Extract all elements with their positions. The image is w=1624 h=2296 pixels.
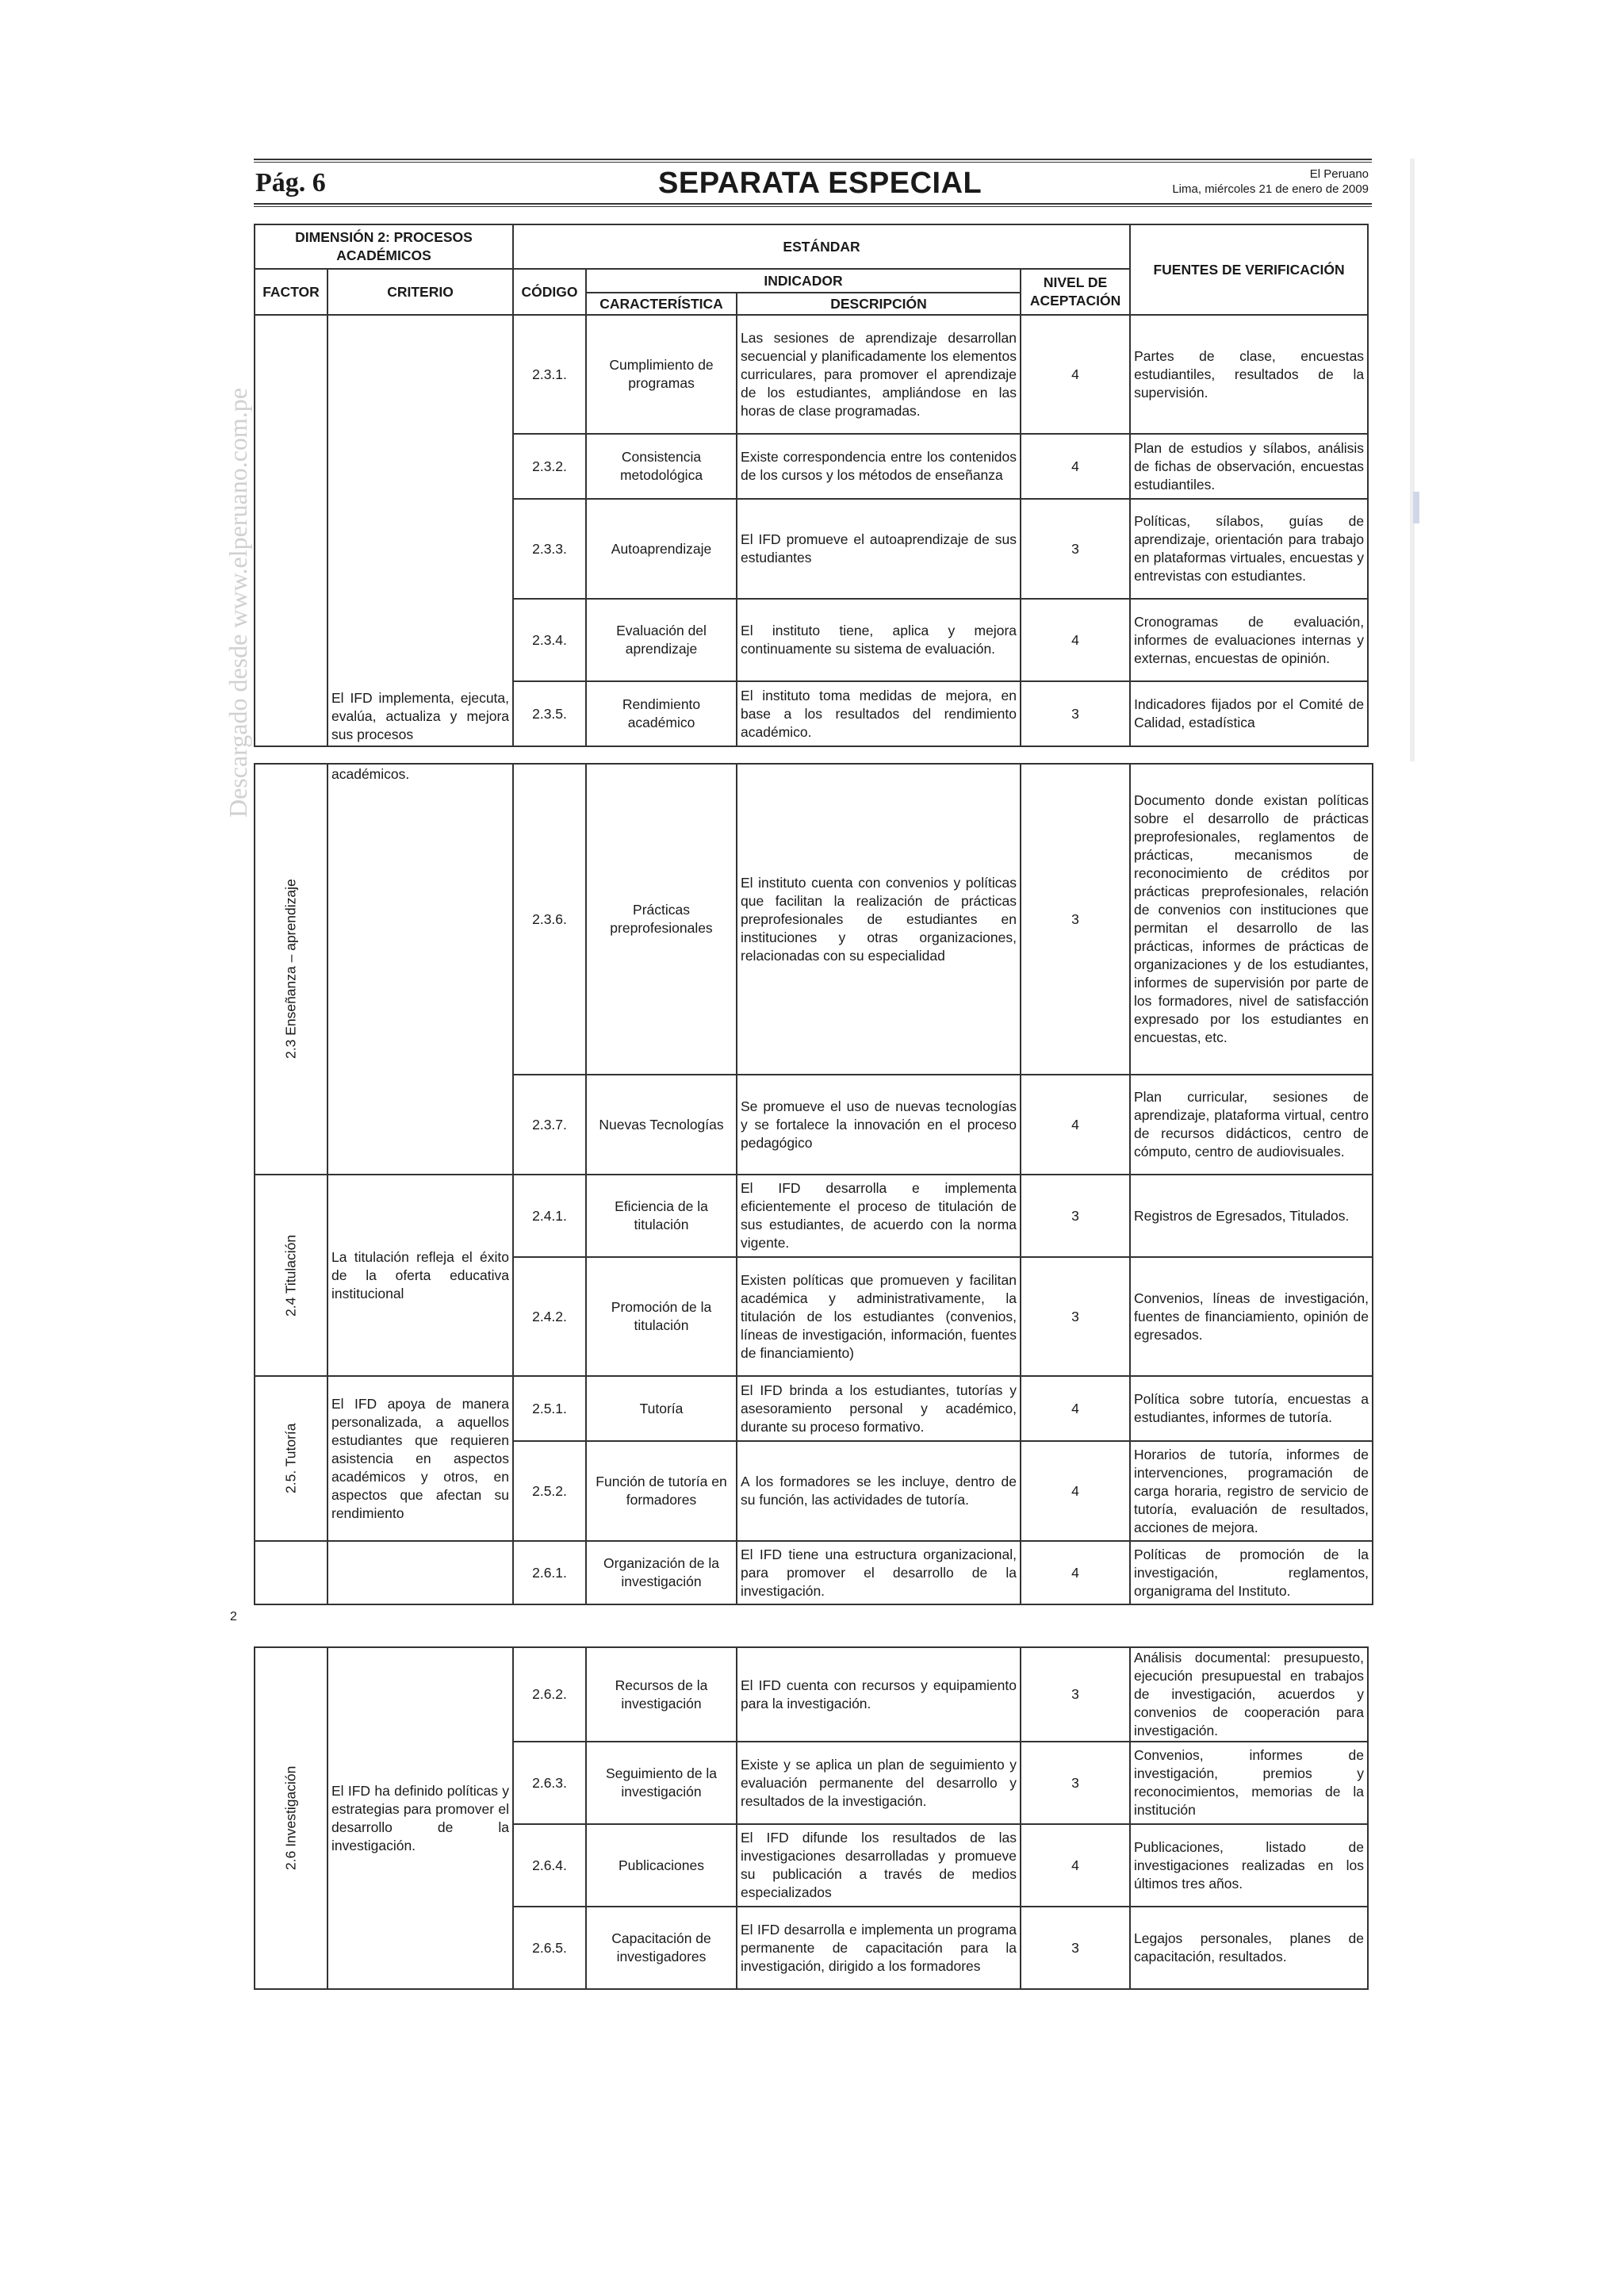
characteristic-cell: Organización de la investigación xyxy=(586,1541,737,1604)
level-cell: 4 xyxy=(1021,1541,1130,1604)
code-cell: 2.3.5. xyxy=(513,681,586,746)
factor-cell xyxy=(255,315,327,746)
factor-2-4: 2.4 Titulación xyxy=(255,1175,327,1376)
level-cell: 3 xyxy=(1021,1742,1130,1824)
code-cell: 2.3.4. xyxy=(513,599,586,681)
table-row xyxy=(255,1175,1373,1257)
dimension-header: DIMENSIÓN 2: PROCESOS ACADÉMICOS xyxy=(255,224,513,269)
characteristic-cell: Recursos de la investigación xyxy=(586,1647,737,1742)
standards-table xyxy=(254,224,1369,747)
code-cell: 2.5.1. xyxy=(513,1376,586,1441)
page-label: Pág. 6 xyxy=(255,168,326,197)
page-number: 2 xyxy=(230,1610,237,1623)
characteristic-cell: Prácticas preprofesionales xyxy=(586,764,737,1075)
sources-cell: Análisis documental: presupuesto, ejecución presupuestal en trabajos de investigación, acuerdos y convenios de cooperación para investigación. xyxy=(1130,1647,1368,1742)
sources-cell: Horarios de tutoría, informes de intervenciones, programación de carga horaria, registro de servicio de tutoría, evaluación de resultados, acciones de mejora. xyxy=(1130,1441,1373,1541)
description-cell: El instituto tiene, aplica y mejora continuamente su sistema de evaluación. xyxy=(737,599,1021,681)
description-cell: El IFD tiene una estructura organizacional, para promover el desarrollo de la investigación. xyxy=(737,1541,1021,1604)
code-cell: 2.6.1. xyxy=(513,1541,586,1604)
characteristic-cell: Cumplimiento de programas xyxy=(586,315,737,434)
characteristic-cell: Rendimiento académico xyxy=(586,681,737,746)
col-caracteristica: CARACTERÍSTICA xyxy=(586,293,737,315)
description-cell: El instituto toma medidas de mejora, en base a los resultados del rendimiento académico. xyxy=(737,681,1021,746)
indicador-header: INDICADOR xyxy=(586,269,1021,293)
criterio-cell: El IFD ha definido políticas y estrategias para promover el desarrollo de la investigación. xyxy=(327,1647,513,1989)
level-cell: 4 xyxy=(1021,1441,1130,1541)
description-cell: Las sesiones de aprendizaje desarrollan secuencial y planificadamente los elementos curriculares, para promover el aprendizaje de los estudiantes, ampliándose en las horas de clase programadas. xyxy=(737,315,1021,434)
table-row xyxy=(255,1541,1373,1604)
col-factor: FACTOR xyxy=(255,269,327,315)
criterio-cell: El IFD implementa, ejecuta, evalúa, actualiza y mejora sus procesos xyxy=(327,315,513,746)
col-nivel: NIVEL DE ACEPTACIÓN xyxy=(1021,269,1130,315)
level-cell: 4 xyxy=(1021,1824,1130,1907)
scan-gap xyxy=(254,1608,1419,1651)
description-cell: El IFD cuenta con recursos y equipamiento para la investigación. xyxy=(737,1647,1021,1742)
level-cell: 3 xyxy=(1021,1647,1130,1742)
code-cell: 2.3.3. xyxy=(513,499,586,599)
characteristic-cell: Función de tutoría en formadores xyxy=(586,1441,737,1541)
sources-cell: Plan de estudios y sílabos, análisis de fichas de observación, encuestas estudiantiles. xyxy=(1130,434,1368,499)
level-cell: 4 xyxy=(1021,315,1130,434)
description-cell: El IFD difunde los resultados de las investigaciones desarrolladas y promueve su publicación a través de medios especializados xyxy=(737,1824,1021,1907)
characteristic-cell: Promoción de la titulación xyxy=(586,1257,737,1376)
table-row xyxy=(255,1376,1373,1441)
scan-edge xyxy=(1410,159,1415,761)
sources-cell: Publicaciones, listado de investigaciones realizadas en los últimos tres años. xyxy=(1130,1824,1368,1907)
col-fuentes: FUENTES DE VERIFICACIÓN xyxy=(1130,224,1368,315)
level-cell: 4 xyxy=(1021,1376,1130,1441)
code-cell: 2.6.4. xyxy=(513,1824,586,1907)
scan-edge-mark xyxy=(1413,492,1419,523)
description-cell: El instituto cuenta con convenios y políticas que facilitan la realización de prácticas preprofesionales de estudiantes en instituciones y otras organizaciones, relacionadas con su especialidad xyxy=(737,764,1021,1075)
watermark: Descargado desde www.elperuano.com.pe xyxy=(224,388,252,818)
code-cell: 2.3.7. xyxy=(513,1075,586,1175)
criterio-cell xyxy=(327,1541,513,1604)
sources-cell: Convenios, informes de investigación, premios y reconocimientos, memorias de la institución xyxy=(1130,1742,1368,1824)
level-cell: 3 xyxy=(1021,764,1130,1075)
description-cell: Existen políticas que promueven y facilitan académica y administrativamente, la titulación de los estudiantes (convenios, líneas de investigación, información, fuentes de financiamiento) xyxy=(737,1257,1021,1376)
description-cell: Existe correspondencia entre los contenidos de los cursos y los métodos de enseñanza xyxy=(737,434,1021,499)
level-cell: 4 xyxy=(1021,599,1130,681)
description-cell: El IFD desarrolla e implementa un programa permanente de capacitación para la investigación, dirigido a los formadores xyxy=(737,1907,1021,1989)
level-cell: 4 xyxy=(1021,1075,1130,1175)
table-row xyxy=(255,315,1368,434)
code-cell: 2.3.6. xyxy=(513,764,586,1075)
criterio-cell: El IFD apoya de manera personalizada, a aquellos estudiantes que requieren asistencia en aspectos académicos y otros, en aspectos que afectan su rendimiento xyxy=(327,1376,513,1541)
estandar-header: ESTÁNDAR xyxy=(513,224,1130,269)
level-cell: 3 xyxy=(1021,681,1130,746)
sources-cell: Políticas de promoción de la investigación, reglamentos, organigrama del Instituto. xyxy=(1130,1541,1373,1604)
sources-cell: Legajos personales, planes de capacitación, resultados. xyxy=(1130,1907,1368,1989)
level-cell: 3 xyxy=(1021,499,1130,599)
characteristic-cell: Seguimiento de la investigación xyxy=(586,1742,737,1824)
col-criterio: CRITERIO xyxy=(327,269,513,315)
level-cell: 4 xyxy=(1021,434,1130,499)
standards-table-part2 xyxy=(254,763,1373,1605)
characteristic-cell: Autoaprendizaje xyxy=(586,499,737,599)
characteristic-cell: Tutoría xyxy=(586,1376,737,1441)
sources-cell: Registros de Egresados, Titulados. xyxy=(1130,1175,1373,1257)
characteristic-cell: Eficiencia de la titulación xyxy=(586,1175,737,1257)
description-cell: El IFD desarrolla e implementa eficientemente el proceso de titulación de sus estudiantes, de acuerdo con la norma vigente. xyxy=(737,1175,1021,1257)
factor-cell xyxy=(255,1541,327,1604)
code-cell: 2.4.2. xyxy=(513,1257,586,1376)
characteristic-cell: Evaluación del aprendizaje xyxy=(586,599,737,681)
description-cell: Se promueve el uso de nuevas tecnologías y se fortalece la innovación en el proceso pedagógico xyxy=(737,1075,1021,1175)
sources-cell: Partes de clase, encuestas estudiantiles, resultados de la supervisión. xyxy=(1130,315,1368,434)
code-cell: 2.6.2. xyxy=(513,1647,586,1742)
code-cell: 2.4.1. xyxy=(513,1175,586,1257)
factor-2-5: 2.5. Tutoría xyxy=(255,1376,327,1541)
criterio-cell: La titulación refleja el éxito de la oferta educativa institucional xyxy=(327,1175,513,1376)
factor-2-6: 2.6 Investigación xyxy=(255,1647,327,1989)
description-cell: A los formadores se les incluye, dentro de su función, las actividades de tutoría. xyxy=(737,1441,1021,1541)
code-cell: 2.3.2. xyxy=(513,434,586,499)
level-cell: 3 xyxy=(1021,1907,1130,1989)
section-title: SEPARATA ESPECIAL xyxy=(658,167,982,200)
table-row xyxy=(255,764,1373,1075)
sources-cell: Política sobre tutoría, encuestas a estudiantes, informes de tutoría. xyxy=(1130,1376,1373,1441)
publication-date: Lima, miércoles 21 de enero de 2009 xyxy=(1172,182,1369,196)
description-cell: El IFD brinda a los estudiantes, tutorías y asesoramiento personal y académico, durante su proceso formativo. xyxy=(737,1376,1021,1441)
sources-cell: Indicadores fijados por el Comité de Calidad, estadística xyxy=(1130,681,1368,746)
factor-2-3: 2.3 Enseñanza – aprendizaje xyxy=(255,764,327,1175)
sources-cell: Plan curricular, sesiones de aprendizaje, plataforma virtual, centro de recursos didácticos, centro de cómputo, centro de audiovisuales. xyxy=(1130,1075,1373,1175)
description-cell: Existe y se aplica un plan de seguimiento y evaluación permanente del desarrollo y resultados de la investigación. xyxy=(737,1742,1021,1824)
col-codigo: CÓDIGO xyxy=(513,269,586,315)
col-descripcion: DESCRIPCIÓN xyxy=(737,293,1021,315)
characteristic-cell: Publicaciones xyxy=(586,1824,737,1907)
code-cell: 2.5.2. xyxy=(513,1441,586,1541)
publication-info xyxy=(1115,167,1369,197)
characteristic-cell: Capacitación de investigadores xyxy=(586,1907,737,1989)
publication-name: El Peruano xyxy=(1309,167,1369,181)
level-cell: 3 xyxy=(1021,1257,1130,1376)
code-cell: 2.6.3. xyxy=(513,1742,586,1824)
characteristic-cell: Nuevas Tecnologías xyxy=(586,1075,737,1175)
sources-cell: Políticas, sílabos, guías de aprendizaje, orientación para trabajo en plataformas virtuales, encuestas y entrevistas con estudiantes. xyxy=(1130,499,1368,599)
standards-table-part3 xyxy=(254,1646,1369,1990)
code-cell: 2.6.5. xyxy=(513,1907,586,1989)
characteristic-cell: Consistencia metodológica xyxy=(586,434,737,499)
table-row xyxy=(255,1647,1368,1742)
description-cell: El IFD promueve el autoaprendizaje de sus estudiantes xyxy=(737,499,1021,599)
criterio-cell-cont: académicos. xyxy=(327,764,513,1175)
level-cell: 3 xyxy=(1021,1175,1130,1257)
code-cell: 2.3.1. xyxy=(513,315,586,434)
sources-cell: Cronogramas de evaluación, informes de evaluaciones internas y externas, encuestas de opinión. xyxy=(1130,599,1368,681)
sources-cell: Documento donde existan políticas sobre el desarrollo de prácticas preprofesionales, reglamentos de prácticas, mecanismos de reconocimiento de créditos por prácticas preprofesionales, relación de convenios con instituciones que permitan el desarrollo de las prácticas, informes de prácticas de organizaciones y de los estudiantes, informes de supervisión por parte de los formadores, nivel de satisfacción expresado por los estudiantes en encuestas, etc. xyxy=(1130,764,1373,1075)
sources-cell: Convenios, líneas de investigación, fuentes de financiamiento, opinión de egresados. xyxy=(1130,1257,1373,1376)
